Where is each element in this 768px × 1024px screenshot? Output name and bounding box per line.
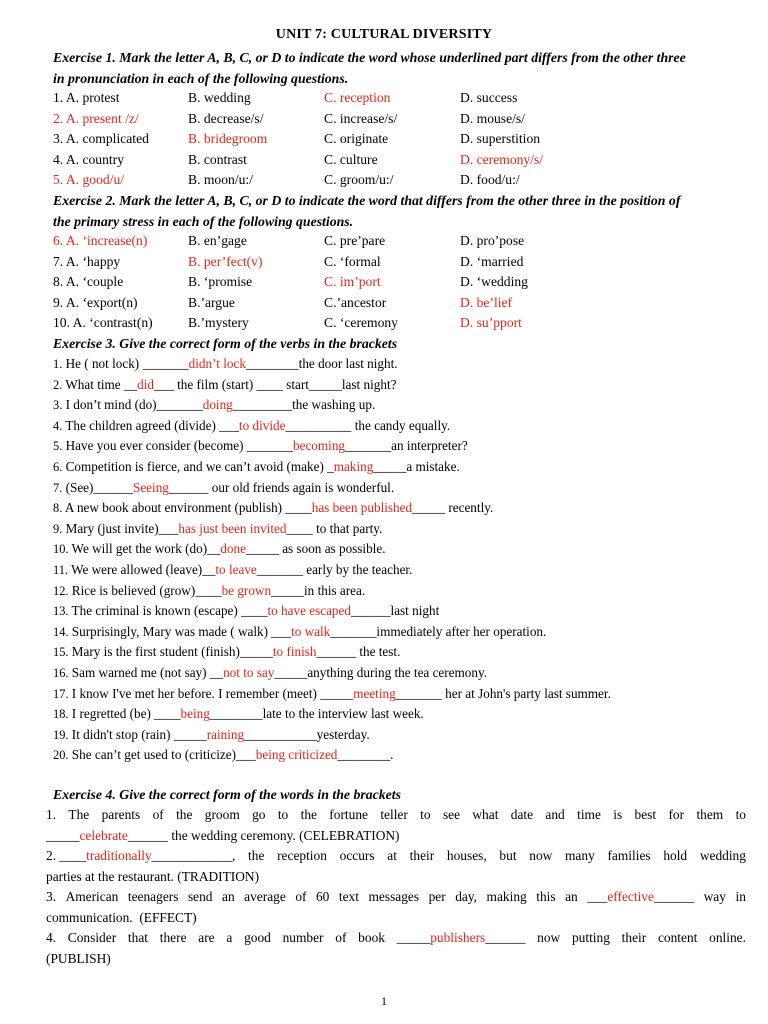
exercise-1-heading-line-2: in pronunciation in each of the following questions. <box>53 71 349 86</box>
option-a <box>53 231 147 251</box>
blank: _____ <box>396 930 431 945</box>
word: book <box>358 930 385 945</box>
option-text: C. pre’pare <box>324 233 386 248</box>
question-row <box>53 704 424 725</box>
option-a <box>53 150 124 170</box>
answer: not to say <box>223 665 275 680</box>
option-c <box>324 231 385 251</box>
word: making <box>486 889 527 904</box>
word: their <box>409 848 435 863</box>
question-text: _______an interpreter? <box>345 438 468 454</box>
question-text: ____ to that party. <box>286 520 383 536</box>
exercise-4-item-2-line-1 <box>46 846 746 867</box>
question-row <box>53 519 382 540</box>
word: houses, <box>446 848 487 863</box>
word: and <box>545 807 565 822</box>
text: communication. (EFFECT) <box>46 909 197 925</box>
exercise-4-item-4-line-2 <box>46 949 746 970</box>
blank: ____________, <box>151 848 236 863</box>
question-text: _____a mistake. <box>373 459 460 474</box>
word: is <box>613 807 623 822</box>
question-row <box>53 375 396 396</box>
question-number: 11. <box>53 563 69 577</box>
option-c <box>324 293 386 313</box>
question-number: 9. <box>53 294 64 310</box>
word: there <box>159 930 187 945</box>
word: now <box>537 930 561 945</box>
exercise-2-heading <box>53 190 753 232</box>
exercise-1-heading-line-1: Exercise 1. Mark the letter A, B, C, or D to indicate the word whose underlined part differs from the other three <box>53 50 686 65</box>
word: 60 <box>315 889 330 904</box>
exercise-4-item-4-line-1 <box>46 928 746 949</box>
question-text: ______ the test. <box>316 644 401 660</box>
question-number: 13. <box>53 604 69 619</box>
exercise-4-item-1-line-1 <box>46 805 746 826</box>
question-row <box>53 498 493 519</box>
option-text: B. decrease/s/ <box>188 110 264 126</box>
question-row <box>53 436 468 457</box>
question-row <box>53 622 546 643</box>
option-c <box>324 252 381 272</box>
question-row <box>53 684 611 705</box>
word: at <box>387 848 397 863</box>
option-text: D. ceremony/s/ <box>460 151 544 167</box>
answer: traditionally <box>86 848 152 863</box>
answer: raining <box>206 726 245 742</box>
word: send <box>187 889 213 904</box>
word: go <box>252 807 266 822</box>
question-text: ________the door last night. <box>245 356 398 371</box>
exercise-4-item-2 <box>46 846 746 887</box>
question-row <box>53 416 450 437</box>
question-number: 17. <box>53 686 69 701</box>
option-text: B. per’fect(v) <box>188 253 263 269</box>
option-text: A. ‘export(n) <box>65 294 138 310</box>
question-number: 10. <box>53 542 69 557</box>
word: what <box>472 807 499 822</box>
answer: celebrate <box>79 827 128 843</box>
question-number: 14. <box>53 624 69 639</box>
option-d <box>460 109 525 129</box>
word: teller <box>380 807 408 822</box>
question-number: 9. <box>53 521 63 536</box>
word: day, <box>455 889 478 904</box>
question-text: ______ our old friends again is wonderful. <box>168 479 395 495</box>
option-text: D. superstition <box>460 131 541 146</box>
option-text: A. country <box>65 151 124 167</box>
page-number: 1 <box>381 994 387 1008</box>
question-number: 19. <box>53 727 69 742</box>
option-a <box>53 293 138 313</box>
question-number: 15. <box>53 645 69 660</box>
question-number: 6. <box>53 233 64 248</box>
question-row <box>53 581 365 602</box>
question-number: 3. <box>53 398 63 413</box>
option-b <box>188 252 262 272</box>
question-text: _________the washing up. <box>232 397 376 413</box>
option-c <box>324 129 388 149</box>
exercise-4-item-4 <box>46 928 746 969</box>
option-b <box>188 293 235 313</box>
option-text: C. im’port <box>324 274 381 289</box>
option-text: D. pro’pose <box>460 233 525 248</box>
answer: to finish <box>272 644 317 660</box>
option-c <box>324 109 397 129</box>
question-number: 8. <box>53 501 63 516</box>
word: to <box>735 807 746 822</box>
question-text: Rice is believed (grow)____ <box>68 582 222 598</box>
answer: effective <box>607 889 654 904</box>
option-b <box>188 129 267 149</box>
question-row <box>53 539 386 560</box>
word: the <box>176 807 193 822</box>
word: many <box>565 848 595 863</box>
option-text: D. ‘wedding <box>460 274 528 289</box>
word: text <box>338 889 359 904</box>
exercise-4-item-2-line-2 <box>46 867 746 888</box>
option-text: B.’mystery <box>188 315 249 330</box>
word-group <box>397 928 526 949</box>
option-b <box>188 313 249 333</box>
question-row <box>53 560 412 581</box>
option-text: C. ‘formal <box>324 253 381 269</box>
question-text: We will get the work (do)__ <box>68 541 221 557</box>
option-a <box>53 129 149 149</box>
question-row <box>53 601 439 622</box>
word: to <box>420 807 431 822</box>
option-text: B.’argue <box>188 294 235 310</box>
word: per <box>428 889 446 904</box>
word: of <box>152 807 164 822</box>
answer: being criticized <box>255 747 338 763</box>
option-a <box>53 109 139 129</box>
word: groom <box>204 807 240 822</box>
question-number: 2. <box>53 377 63 392</box>
word: of <box>295 889 307 904</box>
word: but <box>499 848 517 863</box>
question-text: _____ recently. <box>412 500 494 516</box>
exercise-4-item-3 <box>46 887 746 928</box>
option-text: C. increase/s/ <box>324 110 398 126</box>
question-text: Surprisingly, Mary was made ( walk) ___ <box>68 623 292 639</box>
word: the <box>300 807 317 822</box>
option-b <box>188 231 247 251</box>
option-d <box>460 150 543 170</box>
question-row <box>53 745 393 766</box>
option-d <box>460 252 523 272</box>
question-row <box>53 642 400 663</box>
word: parents <box>101 807 141 822</box>
word: The <box>68 807 90 822</box>
word: online. <box>709 930 746 945</box>
option-d <box>460 272 528 292</box>
word: the <box>248 848 265 863</box>
question-number: 10. <box>53 315 70 330</box>
question-row <box>53 395 375 416</box>
page-title: UNIT 7: CULTURAL DIVERSITY <box>275 27 493 42</box>
question-number: 20. <box>53 748 69 763</box>
option-text: D. ‘married <box>460 253 524 269</box>
blank: 2. ____ <box>46 848 87 863</box>
word: see <box>442 807 461 822</box>
option-text: B. bridegroom <box>188 131 268 146</box>
word-group <box>46 846 235 867</box>
option-d <box>460 170 520 190</box>
question-text: I regretted (be) ____ <box>68 706 181 722</box>
word: teenagers <box>127 889 179 904</box>
answer: doing <box>202 397 233 413</box>
option-text: A. ‘happy <box>65 253 121 269</box>
word: number <box>282 930 324 945</box>
question-text: __________ the candy equally. <box>285 417 451 433</box>
answer: done <box>220 541 246 557</box>
word: best <box>634 807 657 822</box>
question-text: We were allowed (leave)__ <box>68 562 216 577</box>
question-text: I know I've met her before. I remember (meet) _____ <box>68 685 354 701</box>
question-number: 5. <box>53 439 63 454</box>
option-a <box>53 170 124 190</box>
option-text: A. ‘contrast(n) <box>72 315 153 330</box>
word: American <box>65 889 119 904</box>
question-number: 12. <box>53 583 69 598</box>
word: now <box>529 848 553 863</box>
word: an <box>222 889 235 904</box>
word: occurs <box>339 848 375 863</box>
option-text: C. culture <box>324 151 378 167</box>
question-text: _____in this area. <box>271 582 366 598</box>
answer: to walk <box>291 623 331 639</box>
option-d <box>460 88 517 108</box>
option-text: B. en’gage <box>188 233 247 248</box>
exercise-4-item-1-line-2 <box>46 826 746 847</box>
question-text: It didn't stop (rain) _____ <box>68 726 207 742</box>
word: a <box>226 930 233 945</box>
exercise-3-heading: Exercise 3. Give the correct form of the verbs in the brackets <box>53 336 398 351</box>
word: 3. <box>46 889 57 904</box>
question-text: _____ as soon as possible. <box>245 541 386 557</box>
question-row <box>53 457 460 478</box>
word: good <box>244 930 271 945</box>
option-a <box>53 313 153 333</box>
question-number: 16. <box>53 666 69 680</box>
question-text: ________. <box>337 747 394 763</box>
question-row <box>53 354 398 375</box>
option-a <box>53 88 119 108</box>
question-text: _____anything during the tea ceremony. <box>274 665 488 680</box>
word: to <box>277 807 289 822</box>
option-c <box>324 313 398 333</box>
question-text: Competition is fierce, and we can’t avoid (make) _ <box>62 459 334 474</box>
word: are <box>198 930 215 945</box>
exercise-1-heading <box>53 47 753 89</box>
question-number: 1. <box>53 90 64 105</box>
text: (PUBLISH) <box>46 950 111 966</box>
answer: to have escaped <box>267 603 351 619</box>
question-text: The children agreed (divide) ___ <box>62 417 239 433</box>
word: time <box>577 807 601 822</box>
blank: _____ <box>46 827 80 843</box>
option-text: A. protest <box>65 90 120 105</box>
word: date <box>510 807 534 822</box>
question-number: 3. <box>53 131 64 146</box>
question-number: 6. <box>53 460 63 474</box>
question-number: 4. <box>53 151 64 167</box>
word: Consider <box>67 930 117 945</box>
question-text: _______immediately after her operation. <box>330 623 547 639</box>
question-row <box>53 478 394 499</box>
option-text: A. present /z/ <box>65 110 139 126</box>
question-text: She can’t get used to (criticize)___ <box>68 747 256 763</box>
answer: to divide <box>238 417 286 433</box>
answer: didn’t lock <box>188 356 246 371</box>
option-text: A. ‘increase(n) <box>65 233 148 248</box>
option-text: B. contrast <box>188 151 247 167</box>
question-number: 4. <box>53 418 63 433</box>
question-text: ___ the film (start) ____ start_____last night? <box>154 376 397 392</box>
question-number: 2. <box>53 110 64 126</box>
word: families <box>607 848 651 863</box>
option-text: D. mouse/s/ <box>460 110 525 126</box>
exercise-4-item-3-line-2 <box>46 908 746 929</box>
option-c <box>324 88 390 108</box>
word: 4. <box>46 930 57 945</box>
question-text: ______last night <box>350 603 440 619</box>
blank: ______ <box>653 889 695 904</box>
question-text: Mary is the first student (finish)_____ <box>68 644 273 660</box>
word: messages <box>368 889 420 904</box>
word: way <box>703 889 726 904</box>
option-text: B. moon/u:/ <box>188 172 253 187</box>
option-text: C. originate <box>324 131 389 146</box>
question-text: (See)______ <box>62 479 133 495</box>
answer: has been published <box>311 500 413 516</box>
question-number: 1. <box>53 357 63 371</box>
question-text: ___________yesterday. <box>244 726 370 742</box>
answer: Seeing <box>132 479 169 495</box>
word: this <box>536 889 556 904</box>
answer: becoming <box>293 438 346 454</box>
question-text: He ( not lock) _______ <box>62 356 189 371</box>
option-b <box>188 272 252 292</box>
question-text: Have you ever consider (become) _______ <box>62 438 293 454</box>
word: an <box>565 889 578 904</box>
word: hold <box>663 848 688 863</box>
question-number: 8. <box>53 274 64 289</box>
option-d <box>460 293 512 313</box>
answer: did <box>137 376 154 392</box>
question-number: 7. <box>53 253 64 269</box>
option-text: D. success <box>460 90 518 105</box>
answer: publishers <box>430 930 486 945</box>
option-text: C. ‘ceremony <box>324 315 398 330</box>
question-number: 7. <box>53 480 63 495</box>
answer: has just been invited <box>178 520 287 536</box>
word: in <box>735 889 746 904</box>
option-text: A. ‘couple <box>65 274 124 289</box>
word: them <box>696 807 724 822</box>
option-d <box>460 313 522 333</box>
word: average <box>244 889 286 904</box>
option-text: D. be’lief <box>460 294 513 310</box>
option-c <box>324 272 381 292</box>
exercise-2-heading-line-1: Exercise 2. Mark the letter A, B, C, or D to indicate the word that differs from the other three in the position of <box>53 193 681 208</box>
text: parties at the restaurant. (TRADITION) <box>46 868 260 884</box>
option-d <box>460 231 524 251</box>
word: 1. <box>46 807 57 822</box>
question-number: 5. <box>53 172 64 187</box>
option-text: D. su’pport <box>460 315 522 330</box>
question-row <box>53 663 487 684</box>
option-text: D. food/u:/ <box>460 172 520 187</box>
answer: to leave <box>215 562 257 577</box>
answer: meeting <box>353 685 396 701</box>
option-text: B. wedding <box>188 90 251 105</box>
option-text: A. complicated <box>65 131 149 146</box>
option-text: A. good/u/ <box>65 172 125 187</box>
question-number: 18. <box>53 707 69 722</box>
word: fortune <box>329 807 368 822</box>
question-text: The criminal is known (escape) ____ <box>68 603 268 619</box>
option-a <box>53 272 123 292</box>
question-text: I don’t mind (do)_______ <box>62 397 203 413</box>
exercise-4-item-1 <box>46 805 746 846</box>
option-b <box>188 109 264 129</box>
blank: ___ <box>587 889 608 904</box>
word: for <box>668 807 685 822</box>
question-row <box>53 725 370 746</box>
exercise-4-heading: Exercise 4. Give the correct form of the words in the brackets <box>53 787 401 802</box>
option-b <box>188 150 247 170</box>
word: reception <box>277 848 327 863</box>
question-text: A new book about environment (publish) ____ <box>62 500 312 516</box>
question-text: _______ early by the teacher. <box>256 562 413 577</box>
word: their <box>621 930 647 945</box>
option-b <box>188 88 251 108</box>
word: of <box>335 930 347 945</box>
text: ______ the wedding ceremony. (CELEBRATION) <box>127 827 400 843</box>
answer: be grown <box>221 582 272 598</box>
option-text: C. reception <box>324 90 391 105</box>
question-text: What time __ <box>62 376 138 392</box>
option-text: C. groom/u:/ <box>324 172 394 187</box>
word-group <box>587 887 694 908</box>
option-b <box>188 170 253 190</box>
option-a <box>53 252 120 272</box>
question-text: ________late to the interview last week. <box>209 706 424 722</box>
answer: making <box>333 459 374 474</box>
blank: ______ <box>485 930 526 945</box>
word: content <box>657 930 698 945</box>
word: that <box>127 930 148 945</box>
question-text: _______ her at John's party last summer. <box>395 685 611 701</box>
option-d <box>460 129 540 149</box>
exercise-2-heading-line-2: the primary stress in each of the following questions. <box>53 214 354 229</box>
exercise-4-item-3-line-1 <box>46 887 746 908</box>
word: putting <box>571 930 610 945</box>
answer: being <box>180 706 210 722</box>
question-text: Mary (just invite)___ <box>62 520 179 536</box>
option-text: C.’ancestor <box>324 294 387 310</box>
option-c <box>324 150 378 170</box>
option-text: B. ‘promise <box>188 274 253 289</box>
option-c <box>324 170 393 190</box>
word: wedding <box>699 848 746 863</box>
question-text: Sam warned me (not say) __ <box>68 665 224 680</box>
